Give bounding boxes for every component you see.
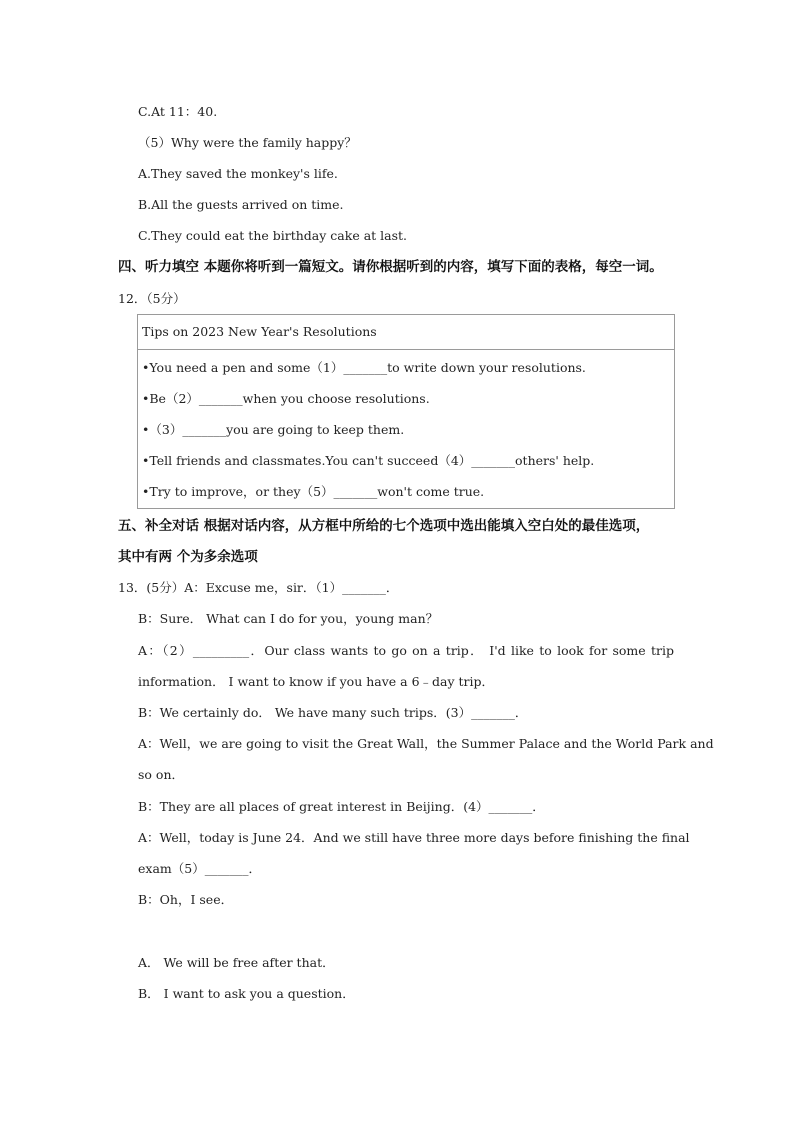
q12-number: 12．（5分）	[118, 291, 186, 306]
tips-row-4: •Tell friends and classmates.You can't succeed（4）_______others' help.	[142, 453, 595, 468]
q11-sub5-question: （5）Why were the family happy？	[138, 135, 357, 150]
section5-heading-line1: 五、补全对话 根据对话内容，从方框中所给的七个选项中选出能填入空白处的最佳选项，	[118, 518, 650, 534]
q11-sub5-option-b: B.All the guests arrived on time.	[138, 197, 344, 212]
tips-row-5: •Try to improve，or they（5）_______won't come true.	[142, 484, 485, 499]
dialogue-line-6: A：Well，we are going to visit the Great Wall，the Summer Palace and the World Park and	[138, 736, 714, 751]
dialogue-line-3: A：（2）_________．Our class wants to go on a trip． I'd like to look for some trip	[138, 643, 674, 658]
q11-sub5-option-a: A.They saved the monkey's life.	[138, 166, 338, 181]
dialogue-line-8: B：They are all places of great interest in Beijing．(4）_______．	[138, 799, 545, 814]
answer-option-b: B． I want to ask you a question．	[138, 986, 355, 1001]
tips-row-3: •（3）_______you are going to keep them.	[142, 422, 405, 437]
q11-option-c-time: C.At 11：40.	[138, 104, 218, 119]
dialogue-line-7: so on．	[138, 767, 184, 782]
dialogue-line-10: exam（5）_______．	[138, 861, 261, 876]
dialogue-line-4: information． I want to know if you have a 6﹣day trip．	[138, 674, 495, 689]
answer-option-a: A． We will be free after that．	[138, 955, 335, 970]
section4-heading: 四、听力填空 本题你将听到一篇短文。请你根据听到的内容，填写下面的表格，每空一词。	[118, 259, 663, 275]
section5-heading-line2: 其中有两 个为多余选项	[118, 549, 258, 565]
tips-row-2: •Be（2）_______when you choose resolutions.	[142, 391, 430, 406]
tips-table	[137, 314, 675, 509]
dialogue-line-2: B：Sure． What can I do for you，young man？	[138, 611, 439, 626]
dialogue-line-1: 13．(5分）A：Excuse me，sir．（1）_______．	[118, 580, 399, 595]
dialogue-line-9: A：Well，today is June 24．And we still have three more days before finishing the final	[138, 830, 690, 845]
tips-table-title: Tips on 2023 New Year's Resolutions	[138, 315, 674, 350]
dialogue-line-11: B：Oh，I see．	[138, 892, 234, 907]
q11-sub5-option-c: C.They could eat the birthday cake at last.	[138, 228, 408, 243]
dialogue-line-5: B：We certainly do． We have many such trips．(3）_______．	[138, 705, 528, 720]
tips-row-1: •You need a pen and some（1）_______to write down your resolutions.	[142, 360, 586, 375]
